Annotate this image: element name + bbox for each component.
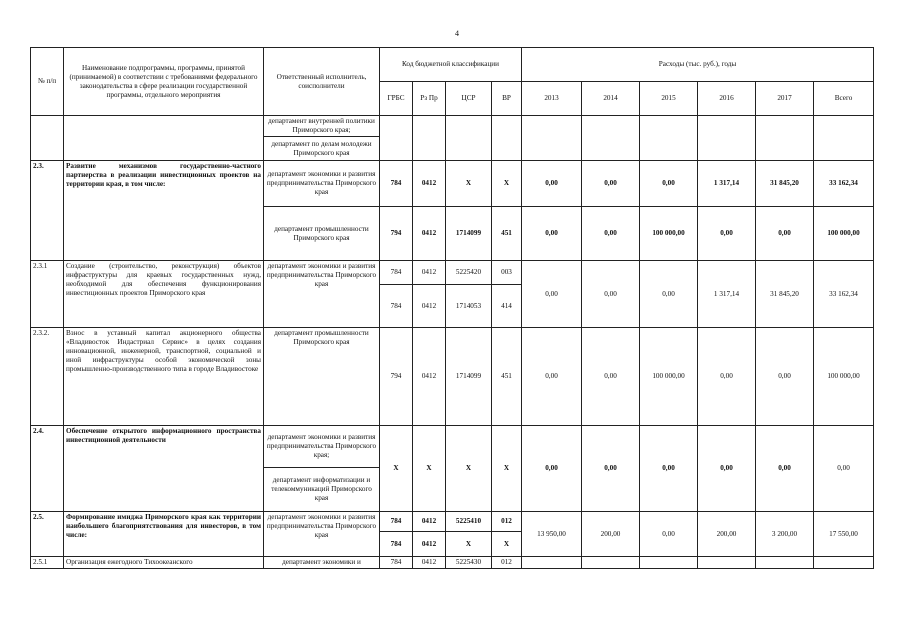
row-2-4-vr: Х bbox=[492, 426, 522, 512]
row-2-3-a-2014: 0,00 bbox=[582, 161, 640, 207]
row-2-3-2-total: 100 000,00 bbox=[814, 328, 874, 426]
header-rzpr: Рз Пр bbox=[413, 82, 446, 116]
row-2-3-1-a-rzpr: 0412 bbox=[413, 261, 446, 285]
row-2-5-total: 17 550,00 bbox=[814, 512, 874, 557]
row-2-5-name: Формирование имиджа Приморского края как территории наибольшего благоприятствования для инвесторов, в том числе: bbox=[64, 512, 264, 557]
row-2-4-2013: 0,00 bbox=[522, 426, 582, 512]
row-2-3-2-2017: 0,00 bbox=[756, 328, 814, 426]
row-2-5-b-grbs: 784 bbox=[380, 532, 413, 557]
row-2-5-a bbox=[31, 512, 874, 532]
row-2-5-2014: 200,00 bbox=[582, 512, 640, 557]
row-2-5-b-rzpr: 0412 bbox=[413, 532, 446, 557]
row-2-3-1-b-vr: 414 bbox=[492, 285, 522, 328]
header-row-1 bbox=[31, 48, 874, 82]
row-2-3-1-b-grbs: 784 bbox=[380, 285, 413, 328]
budget-table bbox=[30, 47, 874, 569]
row-2-5-2017: 3 200,00 bbox=[756, 512, 814, 557]
row-2-3-1-2013: 0,00 bbox=[522, 261, 582, 328]
row-2-5-b-vr: Х bbox=[492, 532, 522, 557]
row-2-3-b-grbs: 794 bbox=[380, 207, 413, 261]
row-2-4-exec-b: департамент информатизации и телекоммуникаций Приморского края bbox=[264, 468, 380, 512]
row-2-4-rzpr: Х bbox=[413, 426, 446, 512]
row-2-3-2-2015: 100 000,00 bbox=[640, 328, 698, 426]
row-2-3-2-2016: 0,00 bbox=[698, 328, 756, 426]
row-2-3-a-2013: 0,00 bbox=[522, 161, 582, 207]
row-2-3-a-2016: 1 317,14 bbox=[698, 161, 756, 207]
row-2-3-b-2016: 0,00 bbox=[698, 207, 756, 261]
cont-exec-2: департамент по делам молодежи Приморского края bbox=[264, 137, 380, 161]
row-2-4-2014: 0,00 bbox=[582, 426, 640, 512]
row-2-3-a-2017: 31 845,20 bbox=[756, 161, 814, 207]
header-year-2014: 2014 bbox=[582, 82, 640, 116]
row-2-5-1-grbs: 784 bbox=[380, 557, 413, 569]
row-2-4-total: 0,00 bbox=[814, 426, 874, 512]
row-2-3-1-a bbox=[31, 261, 874, 285]
row-2-4-exec-a: департамент экономики и развития предпринимательства Приморского края; bbox=[264, 426, 380, 468]
row-2-3-1-2016: 1 317,14 bbox=[698, 261, 756, 328]
row-2-5-1-vr: 012 bbox=[492, 557, 522, 569]
row-2-4-num: 2.4. bbox=[31, 426, 64, 512]
row-2-3-2-2014: 0,00 bbox=[582, 328, 640, 426]
row-2-4-2017: 0,00 bbox=[756, 426, 814, 512]
row-2-5-2013: 13 950,00 bbox=[522, 512, 582, 557]
row-2-3-b-total: 100 000,00 bbox=[814, 207, 874, 261]
row-2-3-a-csr: Х bbox=[446, 161, 492, 207]
header-name: Наименование подпрограммы, программы, принятой (принимаемой) в соответствии с требованиями федерального законодательства в сфере реализации государственной программы, отдельного мероприятия bbox=[64, 48, 264, 116]
row-2-3-b-2017: 0,00 bbox=[756, 207, 814, 261]
header-year-2015: 2015 bbox=[640, 82, 698, 116]
row-2-3-2-num: 2.3.2. bbox=[31, 328, 64, 426]
row-2-3-2-rzpr: 0412 bbox=[413, 328, 446, 426]
page-number: 4 bbox=[455, 29, 459, 38]
header-year-2013: 2013 bbox=[522, 82, 582, 116]
header-year-2016: 2016 bbox=[698, 82, 756, 116]
row-2-3-b-rzpr: 0412 bbox=[413, 207, 446, 261]
row-2-3-1-name: Создание (строительство, реконструкция) объектов инфраструктуры для краевых государственных нужд, необходимой для обеспечения функционирования инвестиционных проектов Приморского края bbox=[64, 261, 264, 328]
header-executor: Ответственный исполнитель, соисполнители bbox=[264, 48, 380, 116]
row-2-3-a-total: 33 162,34 bbox=[814, 161, 874, 207]
row-2-3-a-vr: Х bbox=[492, 161, 522, 207]
row-2-5-a-vr: 012 bbox=[492, 512, 522, 532]
header-total: Всего bbox=[814, 82, 874, 116]
row-2-5-a-rzpr: 0412 bbox=[413, 512, 446, 532]
row-2-3-2-grbs: 794 bbox=[380, 328, 413, 426]
row-2-4-2016: 0,00 bbox=[698, 426, 756, 512]
row-2-3-b-2013: 0,00 bbox=[522, 207, 582, 261]
row-2-3-2-vr: 451 bbox=[492, 328, 522, 426]
row-2-3-1-a-vr: 003 bbox=[492, 261, 522, 285]
row-2-3-1-2015: 0,00 bbox=[640, 261, 698, 328]
row-2-3-1-num: 2.3.1 bbox=[31, 261, 64, 328]
row-2-4-a bbox=[31, 426, 874, 468]
row-2-5-1-name: Организация ежегодного Тихоокеанского bbox=[64, 557, 264, 569]
row-2-3-b-vr: 451 bbox=[492, 207, 522, 261]
cont-row-1 bbox=[31, 116, 874, 137]
row-2-3-a-2015: 0,00 bbox=[640, 161, 698, 207]
row-2-3-1-b-rzpr: 0412 bbox=[413, 285, 446, 328]
row-2-3-1-a-grbs: 784 bbox=[380, 261, 413, 285]
header-csr: ЦСР bbox=[446, 82, 492, 116]
row-2-4-name: Обеспечение открытого информационного пространства инвестиционной деятельности bbox=[64, 426, 264, 512]
row-2-3-1-exec: департамент экономики и развития предпринимательства Приморского края bbox=[264, 261, 380, 328]
row-2-4-csr: Х bbox=[446, 426, 492, 512]
row-2-5-2016: 200,00 bbox=[698, 512, 756, 557]
header-num: № п/п bbox=[31, 48, 64, 116]
row-2-5-b-csr: Х bbox=[446, 532, 492, 557]
row-2-3-2-2013: 0,00 bbox=[522, 328, 582, 426]
row-2-3-num: 2.3. bbox=[31, 161, 64, 261]
row-2-3-2-csr: 1714099 bbox=[446, 328, 492, 426]
row-2-3-1-a-csr: 5225420 bbox=[446, 261, 492, 285]
row-2-3-1-total: 33 162,34 bbox=[814, 261, 874, 328]
row-2-3-b-csr: 1714099 bbox=[446, 207, 492, 261]
row-2-5-2015: 0,00 bbox=[640, 512, 698, 557]
row-2-5-1-rzpr: 0412 bbox=[413, 557, 446, 569]
row-2-5-1 bbox=[31, 557, 874, 569]
row-2-5-exec: департамент экономики и развития предпринимательства Приморского края bbox=[264, 512, 380, 557]
row-2-4-2015: 0,00 bbox=[640, 426, 698, 512]
header-year-2017: 2017 bbox=[756, 82, 814, 116]
row-2-3-b-2014: 0,00 bbox=[582, 207, 640, 261]
header-budget-code: Код бюджетной классификации bbox=[380, 48, 522, 82]
header-grbs: ГРБС bbox=[380, 82, 413, 116]
row-2-5-a-csr: 5225410 bbox=[446, 512, 492, 532]
row-2-5-a-grbs: 784 bbox=[380, 512, 413, 532]
row-2-3-a-rzpr: 0412 bbox=[413, 161, 446, 207]
row-2-4-grbs: Х bbox=[380, 426, 413, 512]
row-2-5-num: 2.5. bbox=[31, 512, 64, 557]
row-2-3-1-2017: 31 845,20 bbox=[756, 261, 814, 328]
row-2-3-a bbox=[31, 161, 874, 207]
row-2-3-b-2015: 100 000,00 bbox=[640, 207, 698, 261]
header-expenses: Расходы (тыс. руб.), годы bbox=[522, 48, 874, 82]
row-2-5-1-num: 2.5.1 bbox=[31, 557, 64, 569]
header-vr: ВР bbox=[492, 82, 522, 116]
cont-exec-1: департамент внутренней политики Приморского края; bbox=[264, 116, 380, 137]
row-2-3-2-name: Взнос в уставный капитал акционерного общества «Владивосток Индастриал Сервис» в целях создания инновационной, инженерной, транспортной, социальной и иной инфраструктуры особой экономической зоны промышленно-производственного типа в городе Владивостоке bbox=[64, 328, 264, 426]
row-2-5-1-csr: 5225430 bbox=[446, 557, 492, 569]
row-2-3-exec-a: департамент экономики и развития предпринимательства Приморского края bbox=[264, 161, 380, 207]
row-2-5-1-exec: департамент экономики и bbox=[264, 557, 380, 569]
row-2-3-1-2014: 0,00 bbox=[582, 261, 640, 328]
row-2-3-1-b-csr: 1714053 bbox=[446, 285, 492, 328]
row-2-3-2-exec: департамент промышленности Приморского края bbox=[264, 328, 380, 426]
row-2-3-name: Развитие механизмов государственно-частного партнерства в реализации инвестиционных проектов на территории края, в том числе: bbox=[64, 161, 264, 261]
row-2-3-2 bbox=[31, 328, 874, 426]
row-2-3-a-grbs: 784 bbox=[380, 161, 413, 207]
row-2-3-exec-b: департамент промышленности Приморского края bbox=[264, 207, 380, 261]
